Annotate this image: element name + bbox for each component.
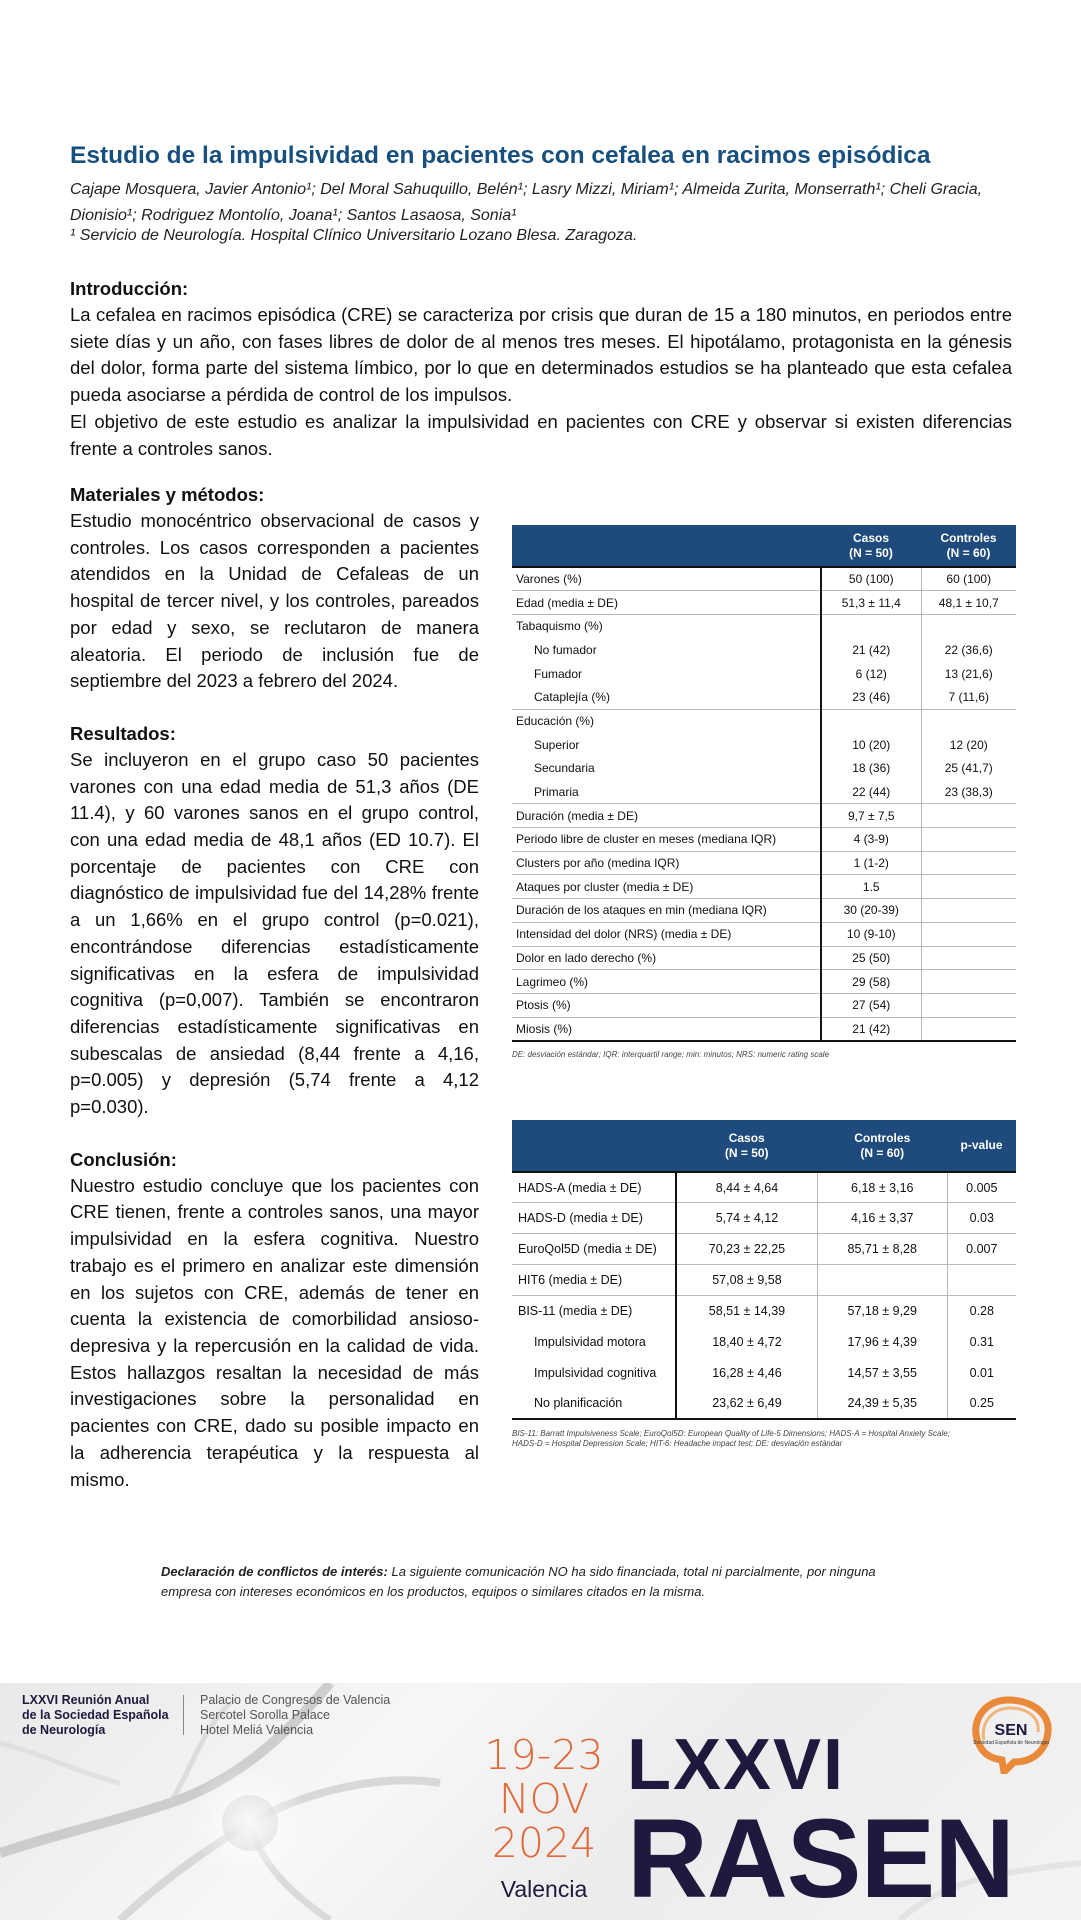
casos-value: 18 (36) (821, 757, 921, 781)
conclusion-section (70, 1147, 479, 1493)
poster-title: Estudio de la impulsividad en pacientes con cefalea en racimos episódica (70, 142, 931, 169)
casos-value: 51,3 ± 11,4 (821, 591, 921, 615)
table-header-row (512, 525, 1016, 567)
casos-value: 6 (12) (821, 662, 921, 686)
controles-value: 4,16 ± 3,37 (817, 1203, 947, 1234)
controles-value: 57,18 ± 9,29 (817, 1296, 947, 1327)
row-label: Secundaria (512, 757, 821, 781)
demographics-table (512, 525, 1016, 1042)
casos-value: 70,23 ± 22,25 (676, 1234, 817, 1265)
casos-value: 10 (9-10) (821, 922, 921, 946)
row-label: Impulsividad motora (512, 1326, 676, 1357)
controles-value (921, 922, 1016, 946)
table-row (512, 780, 1016, 804)
row-label: Clusters por año (medina IQR) (512, 851, 821, 875)
table-header-cell (512, 525, 821, 567)
controles-value (921, 970, 1016, 994)
venue-line: Hotel Meliá Valencia (200, 1723, 314, 1737)
controles-value: 17,96 ± 4,39 (817, 1326, 947, 1357)
row-label: HADS-A (media ± DE) (512, 1172, 676, 1203)
row-label: Intensidad del dolor (NRS) (media ± DE) (512, 922, 821, 946)
venue-list (200, 1693, 420, 1738)
controles-value: 14,57 ± 3,55 (817, 1357, 947, 1388)
controles-value (921, 804, 1016, 828)
table-row (512, 922, 1016, 946)
table-row (512, 1203, 1016, 1234)
controles-value (921, 875, 1016, 899)
controles-value: 13 (21,6) (944, 666, 993, 681)
casos-value: 10 (20) (821, 733, 921, 757)
table-header-row (512, 1120, 1016, 1172)
conflict-declaration (161, 1562, 921, 1602)
row-label: Duración (media ± DE) (512, 804, 821, 828)
row-label: No fumador (512, 638, 821, 662)
controles-value (921, 946, 1016, 970)
casos-value: 9,7 ± 7,5 (821, 804, 921, 828)
affiliation: ¹ Servicio de Neurología. Hospital Clínico Universitario Lozano Blesa. Zaragoza. (70, 227, 638, 244)
introduction-paragraph-1: La cefalea en racimos episódica (CRE) se caracteriza por crisis que duran de 15 a 180 minutos, en periodos entre siete días y un año, con fases libres de dolor de al menos tres meses. El hipotálamo, protagonista en la génesis del dolor, forma parte del sistema límbico, por lo que en determinados estudios se ha planteado que esta cefalea pueda asociarse a pérdida de control de los impulsos. (70, 304, 1012, 406)
row-label: Tabaquismo (%) (512, 614, 821, 638)
venue-line: Sercotel Sorolla Palace (200, 1708, 330, 1722)
casos-value: 50 (100) (821, 567, 921, 591)
conflict-text: La siguiente comunicación NO ha sido financiada, total ni parcialmente, por ninguna empresa con intereses económicos en los productos, equipos o similares citados en la misma. (161, 1564, 876, 1599)
controles-value: 23 (38,3) (921, 780, 1016, 804)
controles-value: 7 (11,6) (921, 685, 1016, 709)
casos-value: 8,44 ± 4,64 (676, 1172, 817, 1203)
row-label: Dolor en lado derecho (%) (512, 946, 821, 970)
table-row (512, 899, 1016, 923)
table2-footnote: BIS-11: Barratt Impulsiveness Scale; EuroQol5D: European Quality of Life-5 Dimensions; HADS-A = Hospital Anxiety Scale; HADS-D = Hospital Depression Scale; HIT-6: Headache impact test; DE: desviación estándar (512, 1429, 950, 1449)
table-row (512, 614, 1016, 638)
casos-value: 18,40 ± 4,72 (676, 1326, 817, 1357)
methods-text: Estudio monocéntrico observacional de casos y controles. Los casos corresponden a pacientes atendidos en la Unidad de Cefaleas de un hospital de tercer nivel, y los controles, pareados por edad y sexo, se reclutaron de manera aleatoria. El periodo de inclusión fue de septiembre del 2023 a febrero del 2024. (70, 510, 479, 692)
p-value: 0.007 (947, 1234, 1016, 1265)
results-text: Se incluyeron en el grupo caso 50 pacientes varones con una edad media de 51,3 años (DE 11.4), y 60 varones sanos en el grupo control, con una edad media de 48,1 años (ED 10.7). El porcentaje de pacientes con CRE con diagnóstico de impulsividad fue del 14,28% frente a un 1,66% en el grupo control (p=0.021), encontrándose diferencias estadísticamente significativas en la esfera de impulsividad cognitiva (p=0,007). También se encontraron diferencias estadísticamente significativas en subescalas de ansiedad (8,44 frente a 4,16, p=0.005) y depresión (5,74 frente a 4,12 p=0.030). (70, 748, 479, 1118)
congress-banner (0, 1683, 1081, 1920)
table-header-cell: p-value (947, 1120, 1016, 1172)
methods-heading: Materiales y métodos: (70, 484, 265, 505)
casos-value: 1 (1-2) (821, 851, 921, 875)
row-label: HIT6 (media ± DE) (512, 1265, 676, 1296)
authors: Cajape Mosquera, Javier Antonio¹; Del Moral Sahuquillo, Belén¹; Lasry Mizzi, Miriam¹; Almeida Zurita, Monserrath¹; Cheli Gracia, Dionisio¹; Rodriguez Montolío, Joana¹; Santos Lasaosa, Sonia¹ (70, 181, 983, 224)
p-value (947, 1265, 1016, 1296)
controles-value (921, 709, 1016, 733)
organizer-line: LXXVI Reunión Anual (22, 1693, 150, 1707)
conclusion-heading: Conclusión: (70, 1148, 177, 1170)
table-row (512, 1172, 1016, 1203)
event-number: LXXVI (627, 1725, 846, 1805)
table-row (512, 1265, 1016, 1296)
controles-value: 24,39 ± 5,35 (817, 1388, 947, 1419)
organizer-line: de la Sociedad Española (22, 1708, 169, 1722)
controles-value: 22 (36,6) (944, 642, 993, 657)
results-section (70, 721, 479, 1121)
casos-value: 16,28 ± 4,46 (676, 1357, 817, 1388)
introduction-section (70, 276, 1012, 462)
table-row (512, 828, 1016, 852)
p-value: 0.31 (969, 1334, 994, 1349)
date-month: NOV (498, 1775, 590, 1823)
table-row (512, 662, 1016, 686)
table-header-cell: Controles (N = 60) (921, 525, 1016, 567)
casos-value (821, 614, 921, 638)
table-row (512, 1326, 1016, 1357)
methods-section (70, 482, 479, 695)
table-row (512, 757, 1016, 781)
casos-value: 21 (42) (821, 638, 921, 662)
row-label: Cataplejía (%) (512, 685, 821, 709)
p-value: 0.25 (947, 1388, 1016, 1419)
controles-value (921, 851, 1016, 875)
introduction-heading: Introducción: (70, 278, 189, 299)
conclusion-text: Nuestro estudio concluye que los pacientes con CRE tienen, frente a controles sanos, una mayor impulsividad en la esfera cognitiva. Nuestro trabajo es el primero en analizar este dimensión en los sujetos con CRE, además de tener en cuenta la existencia de comorbilidad ansioso-depresiva y la repercusión en la calidad de vida. Estos hallazgos resaltan la necesidad de más investigaciones sobre la personalidad en pacientes con CRE, dado su posible impacto en la adherencia terapéutica y la respuesta al mismo. (70, 1174, 479, 1490)
row-label: Primaria (512, 780, 821, 804)
table-row (512, 733, 1016, 757)
casos-value: 25 (50) (821, 946, 921, 970)
row-label: Impulsividad cognitiva (512, 1357, 676, 1388)
sen-logo-subtext: Sociedad Española de Neurología (973, 1740, 1049, 1746)
table-header-cell: Controles (N = 60) (817, 1120, 947, 1172)
casos-value: 22 (44) (821, 780, 921, 804)
table-row (512, 709, 1016, 733)
table-row (512, 567, 1016, 591)
controles-value: 48,1 ± 10,7 (921, 591, 1016, 615)
organizer-name (22, 1693, 172, 1738)
results-heading: Resultados: (70, 722, 176, 744)
casos-value: 27 (54) (821, 993, 921, 1017)
row-label: Miosis (%) (512, 1017, 821, 1041)
table-row (512, 875, 1016, 899)
table-row (512, 970, 1016, 994)
row-label: Fumador (512, 662, 821, 686)
controles-value (921, 614, 1016, 638)
casos-value: 30 (20-39) (821, 899, 921, 923)
row-label: EuroQol5D (media ± DE) (512, 1234, 676, 1265)
row-label: Varones (%) (512, 567, 821, 591)
table-row (512, 591, 1016, 615)
casos-value: 57,08 ± 9,58 (676, 1265, 817, 1296)
row-label: Edad (media ± DE) (512, 591, 821, 615)
row-label: BIS-11 (media ± DE) (512, 1296, 676, 1327)
scales-table (512, 1120, 1016, 1420)
table-header-cell: Casos (N = 50) (676, 1120, 817, 1172)
row-label: Duración de los ataques en min (mediana IQR) (512, 899, 821, 923)
table1-footnote: DE: desviación estándar; IQR: interquartil range; min: minutos; NRS: numeric rating scale (512, 1049, 830, 1059)
demographics-table-container (512, 525, 1016, 1059)
controles-value: 85,71 ± 8,28 (817, 1234, 947, 1265)
table-row (512, 946, 1016, 970)
table-row (512, 804, 1016, 828)
event-city: Valencia (500, 1876, 588, 1902)
banner-divider (183, 1695, 184, 1735)
casos-value: 29 (58) (821, 970, 921, 994)
casos-value: 23 (46) (821, 685, 921, 709)
p-value: 0.28 (969, 1304, 994, 1319)
venue-line: Palacio de Congresos de Valencia (200, 1693, 391, 1707)
sen-logo-text: SEN (994, 1722, 1028, 1739)
table-row (512, 685, 1016, 709)
date-range: 19-23 (484, 1731, 604, 1779)
event-dates (484, 1733, 604, 1865)
row-label: Lagrimeo (%) (512, 970, 821, 994)
left-column (70, 482, 479, 1519)
controles-value: 60 (100) (921, 567, 1016, 591)
scales-table-body (512, 1172, 1016, 1419)
controles-value (921, 899, 1016, 923)
controles-value (921, 993, 1016, 1017)
row-label: Periodo libre de cluster en meses (mediana IQR) (512, 828, 821, 852)
casos-value: 21 (42) (821, 1017, 921, 1041)
casos-value: 5,74 ± 4,12 (676, 1203, 817, 1234)
table-row (512, 1357, 1016, 1388)
sen-logo (964, 1692, 1058, 1774)
event-name: RASEN (627, 1796, 1015, 1920)
row-label: Superior (512, 733, 821, 757)
p-value: 0.01 (969, 1365, 994, 1380)
row-label: HADS-D (media ± DE) (512, 1203, 676, 1234)
organizer-line: de Neurología (22, 1723, 106, 1737)
table-row (512, 993, 1016, 1017)
casos-value: 23,62 ± 6,49 (676, 1388, 817, 1419)
row-label: No planificación (512, 1388, 676, 1419)
demographics-table-body (512, 567, 1016, 1041)
table-row (512, 851, 1016, 875)
table-row (512, 1388, 1016, 1419)
row-label: Ataques por cluster (media ± DE) (512, 875, 821, 899)
p-value: 0.03 (947, 1203, 1016, 1234)
row-label: Ptosis (%) (512, 993, 821, 1017)
conflict-label: Declaración de conflictos de interés: (161, 1564, 388, 1579)
casos-value: 1.5 (821, 875, 921, 899)
date-year: 2024 (491, 1819, 597, 1867)
table-row (512, 1234, 1016, 1265)
table-header-cell (512, 1120, 676, 1172)
controles-value: 12 (20) (949, 737, 988, 752)
table-header-cell: Casos (N = 50) (821, 525, 921, 567)
casos-value: 58,51 ± 14,39 (676, 1296, 817, 1327)
casos-value: 4 (3-9) (821, 828, 921, 852)
p-value: 0.005 (947, 1172, 1016, 1203)
table-row (512, 638, 1016, 662)
scales-table-container (512, 1120, 1016, 1449)
controles-value (921, 1017, 1016, 1041)
table-row (512, 1017, 1016, 1041)
controles-value: 6,18 ± 3,16 (817, 1172, 947, 1203)
casos-value (821, 709, 921, 733)
row-label: Educación (%) (512, 709, 821, 733)
introduction-paragraph-2: El objetivo de este estudio es analizar la impulsividad en pacientes con CRE y observar si existen diferencias frente a controles sanos. (70, 410, 1012, 459)
table-row (512, 1296, 1016, 1327)
controles-value (921, 828, 1016, 852)
controles-value: 25 (41,7) (944, 761, 993, 776)
controles-value (817, 1265, 947, 1296)
